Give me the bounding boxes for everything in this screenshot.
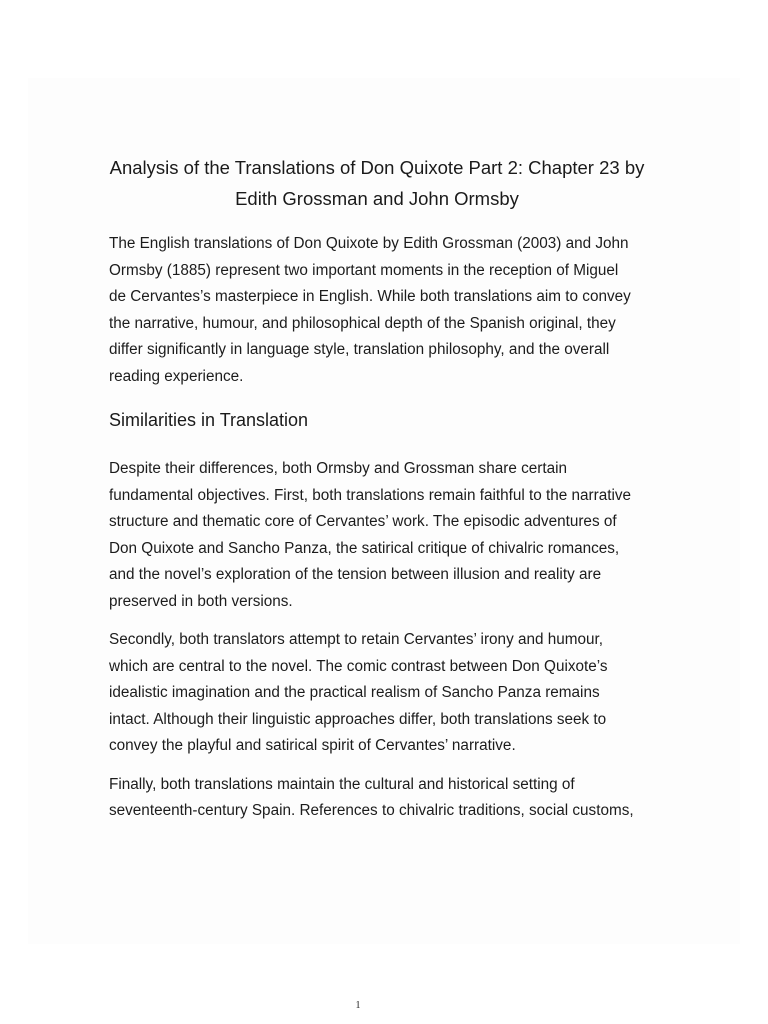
text-line: convey the playful and satirical spirit of Cervantes’ narrative. xyxy=(109,737,516,754)
document-body xyxy=(109,152,669,825)
text-line: structure and thematic core of Cervantes’ work. The episodic adventures of xyxy=(109,513,617,530)
text-line: The English translations of Don Quixote by Edith Grossman (2003) and John xyxy=(109,235,629,252)
body-paragraph-2 xyxy=(109,627,669,760)
page-number: 1 xyxy=(355,1000,361,1011)
text-line: and the novel’s exploration of the tension between illusion and reality are xyxy=(109,566,602,583)
text-line: which are central to the novel. The comic contrast between Don Quixote’s xyxy=(109,657,608,675)
body-paragraph-1 xyxy=(109,456,669,615)
text-line: intact. Although their linguistic approaches differ, both translations seek to xyxy=(109,710,607,728)
title-line: Edith Grossman and John Ormsby xyxy=(235,188,519,209)
text-line: differ significantly in language style, translation philosophy, and the overall xyxy=(109,341,610,358)
text-line: preserved in both versions. xyxy=(109,592,293,610)
text-line: Secondly, both translators attempt to retain Cervantes’ irony and humour, xyxy=(109,631,604,648)
body-paragraph-3 xyxy=(109,772,669,825)
text-line: Don Quixote and Sancho Panza, the satirical critique of chivalric romances, xyxy=(109,539,620,557)
text-line: idealistic imagination and the practical realism of Sancho Panza remains xyxy=(109,684,600,701)
text-line: de Cervantes’s masterpiece in English. While both translations aim to convey xyxy=(109,288,631,305)
document-title xyxy=(97,152,657,214)
text-line: fundamental objectives. First, both translations remain faithful to the narrative xyxy=(109,486,632,504)
intro-paragraph xyxy=(109,231,669,390)
text-line: Finally, both translations maintain the cultural and historical setting of xyxy=(109,775,575,793)
text-line: Despite their differences, both Ormsby and Grossman share certain xyxy=(109,460,567,477)
text-line: reading experience. xyxy=(109,367,244,385)
title-line: Analysis of the Translations of Don Quixote Part 2: Chapter 23 by xyxy=(109,157,645,178)
text-line: seventeenth-century Spain. References to chivalric traditions, social customs, xyxy=(109,802,634,819)
section-heading: Similarities in Translation xyxy=(109,410,309,430)
text-line: the narrative, humour, and philosophical depth of the Spanish original, they xyxy=(109,314,616,332)
text-line: Ormsby (1885) represent two important moments in the reception of Miguel xyxy=(109,261,619,279)
